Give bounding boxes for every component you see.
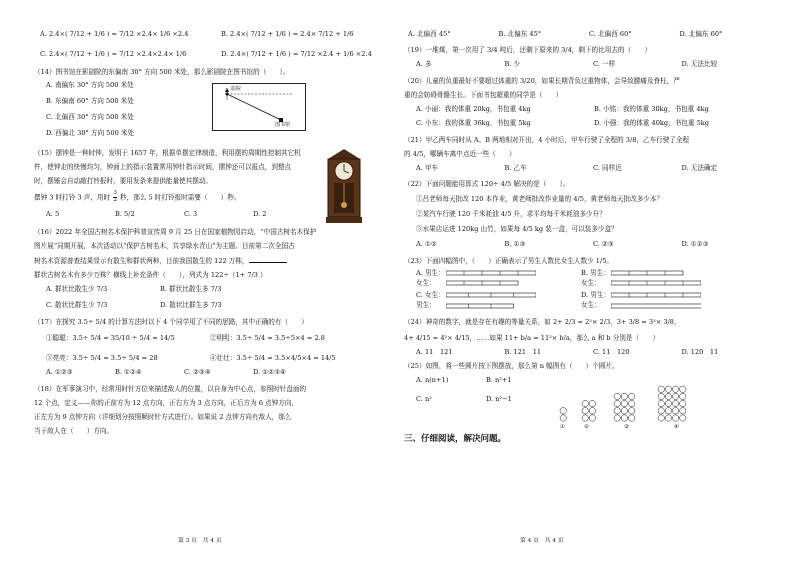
q17-item-1: ①聪聪：3.5÷ 5/4 = 35/10 ÷ 5/4 = 14/5	[46, 333, 175, 342]
q25-circle-27	[680, 408, 686, 414]
q23-stem: （23）下面四幅图中，（ ）正确表示了男生人数比女生人数少 1/5。	[404, 256, 614, 265]
q14-map-label-from: 影院	[231, 85, 242, 92]
left-column	[34, 28, 394, 440]
page-footer-right: 第 4 页 共 4 页	[520, 538, 564, 544]
q16-options	[46, 285, 266, 309]
q16-line-2: 图片展”同期开展，本次活动以“保护古树名木，共享绿水青山”为主题。目前第二次全国古	[34, 242, 295, 251]
q23-diagram-b[interactable]	[581, 269, 736, 287]
q25-circle-1	[560, 408, 566, 414]
q14-option-c[interactable]: C. 北偏西 30° 方向 500 米处	[46, 113, 134, 122]
q17-item-2: ②明明：3.5÷ 5/4 = 3.5÷5×4 = 2.8	[210, 333, 325, 342]
q19-option-c[interactable]: C. 一样	[593, 60, 616, 69]
section-3-heading: 三、仔细阅读，解决问题。	[404, 434, 507, 445]
q14-option-d[interactable]: D. 西偏北 30° 方向 500 米处	[46, 129, 135, 138]
q25-circle-34	[672, 394, 678, 400]
q15-options	[46, 210, 316, 218]
q25-circle-32	[658, 394, 664, 400]
q23-c-boy-label: 男生：	[416, 301, 436, 310]
q14-stem: （14）图书馆在影剧院的东偏南 30° 方向 500 米处，那么影剧院在图书馆的（ ）。	[34, 68, 290, 77]
q15-line-4b: 秒，那么 5 时打铃报时需要（ ）秒。	[120, 193, 241, 202]
page-footer-left: 第 3 页 共 4 页	[178, 538, 222, 544]
q23-b-girl-label: 女生：	[581, 278, 601, 287]
q23-diagram-a[interactable]	[416, 269, 571, 287]
q25-circle-39	[680, 386, 686, 392]
q16-answer-blank[interactable]	[249, 262, 287, 263]
q20-option-a[interactable]: A. 小丽：我的体重 20kg，书包重 4kg	[416, 105, 531, 114]
q25-circle-26	[672, 408, 678, 414]
q25-circle-12	[621, 408, 627, 414]
q18-line-4: 当于敌人在（ ）方向。	[34, 427, 114, 436]
q17-item-3: ③亮亮：3.5÷ 5/4 = 3.5÷ 5/4 = 28	[46, 354, 158, 363]
q22-item-3: ③水果店运进 120kg 山竹，如果每 4/5 kg 装一盒，可以装多少盒？	[416, 225, 618, 234]
q25-circle-13	[628, 408, 634, 414]
q21-option-c[interactable]: C. 同样近	[593, 164, 622, 173]
question-15	[34, 149, 394, 219]
q13-option-b[interactable]: B. 2.4×( 7/12 + 1/6 ) = 2.4× 7/12 + 1/6	[221, 30, 354, 38]
q25-fig-label-2: ②	[584, 424, 589, 431]
q25-circle-4	[582, 408, 588, 414]
pendulum-clock-image	[322, 149, 366, 225]
q15-fraction	[113, 191, 117, 204]
question-16	[34, 228, 394, 309]
q16-option-a[interactable]: A. 群状比散生少 7/3	[46, 285, 108, 294]
q15-option-a[interactable]: A. 5	[46, 210, 60, 218]
q23-d-boy-label: D. 男生：	[581, 291, 611, 300]
q25-circle-15	[621, 401, 627, 407]
q25-circle-22	[672, 415, 678, 421]
q15-option-c[interactable]: C. 3	[184, 210, 198, 218]
q15-line-2: 件，使钟走的快慢均匀，钟面上的指示装置常用钟针指示时间，摆钟还可以报点，到整点	[34, 162, 292, 171]
q14-option-a[interactable]: A. 南偏东 30° 方向 500 米处	[46, 80, 134, 89]
q25-circle-33	[665, 394, 671, 400]
q15-line-3: 时，摆锤会自动敲打铃报时，要用发条来提供能量使其摆动。	[34, 177, 213, 186]
q15-frac-num: 3	[113, 190, 117, 197]
q25-circle-5	[589, 408, 595, 414]
q25-circle-16	[628, 401, 634, 407]
q21-option-a[interactable]: A. 甲车	[416, 164, 439, 173]
q15-frac-den: 2	[113, 197, 117, 204]
q15-option-b[interactable]: B. 5/2	[115, 210, 135, 218]
q17-option-b[interactable]: B. ①②④	[115, 368, 142, 377]
q17-option-c[interactable]: C. ②③④	[184, 368, 211, 377]
q23-diagram-c[interactable]	[416, 291, 571, 309]
q14-map-label-to: 图书馆	[275, 121, 291, 128]
q19-option-d[interactable]: D. 无法比较	[681, 60, 718, 69]
q17-option-a[interactable]: A. ①②③	[46, 368, 73, 377]
q25-circle-7	[589, 401, 595, 407]
q25-circle-14	[614, 401, 620, 407]
q21-option-d[interactable]: D. 无法确定	[681, 164, 718, 173]
q25-circle-17	[614, 394, 620, 400]
q16-line-3	[34, 257, 394, 265]
q25-option-d[interactable]: D. n²−1	[486, 394, 512, 403]
q22-item-1: ①吕老师每天批改 120 本作业，黄老师批改作业量的 4/5，黄老师每天批改多少本？	[416, 194, 664, 203]
q16-option-b[interactable]: B. 群状比散生多 7/3	[160, 285, 222, 294]
q22-option-c[interactable]: C. ②③	[593, 240, 614, 249]
q25-circle-2	[582, 415, 588, 421]
q17-item-4: ④壮壮：3.5÷ 5/4 = 3.5×4/5×4 = 14/5	[210, 354, 336, 363]
q23-c-girl-label: C. 女生：	[416, 291, 445, 300]
question-20	[404, 77, 764, 128]
q18-option-c[interactable]: C. 北偏西 60°	[589, 30, 632, 38]
q17-stem: （17）在探究 3.5÷ 5/4 的计算方法时以下 4 个同学用了不同的思路，其中正确的有（ ）	[34, 317, 308, 326]
q23-d-girl-label: 女生：	[581, 301, 601, 310]
q21-option-b[interactable]: B. 乙车	[504, 164, 527, 173]
q23-a-boy-label: A. 男生：	[416, 268, 445, 277]
q20-line-2: 重的会妨碍骨骼生长。下面书包超重的同学是（ ）	[404, 90, 563, 99]
q25-circle-0	[560, 415, 566, 421]
q25-option-c[interactable]: C. n²	[416, 394, 432, 403]
question-17	[34, 318, 394, 377]
q25-options	[416, 376, 556, 402]
q25-circle-20	[658, 415, 664, 421]
q24-option-a[interactable]: A. 11 121	[416, 348, 453, 357]
q25-circle-23	[680, 415, 686, 421]
q23-b-boy-label: B. 男生：	[581, 268, 610, 277]
q24-option-d[interactable]: D. 120 11	[681, 348, 719, 357]
q16-line-3-text: 树名木资源普查结果显示有散生和群状两种，目前我国散生的 122 万株，	[34, 256, 249, 265]
q25-circle-11	[614, 408, 620, 414]
q25-circle-8	[614, 415, 620, 421]
q13-option-d[interactable]: D. 2.4×( 7/12 + 1/6 ) = 7/12 ×2.4 + 1/6 ×2.4	[221, 50, 372, 59]
q18-line-3: 正左方为 9 点钟方向（详细划分按照顺时针方式进行）。如果说 2 点钟方向有敌人，那么	[34, 413, 292, 422]
q21-options	[416, 164, 764, 172]
q19-options	[416, 60, 764, 68]
q25-circle-21	[665, 415, 671, 421]
q20-option-b[interactable]: B. 小铭：我的体重 30kg，书包重 4kg	[594, 105, 709, 114]
q25-circle-25	[665, 408, 671, 414]
question-25	[404, 362, 764, 432]
q25-circle-19	[628, 394, 634, 400]
q16-line-4: 群状古树名木有多少万株？横线上补充条件（ ），列式为 122÷（1+ 7/3 ）	[34, 270, 267, 279]
q19-stem: （19）一堆煤，第一次用了 3/4 吨后，还剩下原来的 3/4，剩下的比用去的（ ）	[404, 46, 651, 55]
q17-option-d[interactable]: D. ①②③④	[253, 368, 286, 377]
q22-item-2: ②某汽车行驶 120 千米耗油 4/5 升，求平均每千米耗油多少升？	[416, 209, 606, 218]
q20-option-d[interactable]: D. 小强：我的体重 40kg，书包重 5kg	[594, 119, 709, 128]
q25-circle-9	[621, 415, 627, 421]
q14-map-figure	[212, 83, 306, 131]
question-19	[404, 46, 764, 68]
q23-a-girl-label: 女生：	[416, 278, 436, 287]
q19-option-b[interactable]: B. 少	[504, 60, 521, 69]
q25-option-a[interactable]: A. n(n+1)	[416, 376, 449, 385]
question-14	[34, 68, 394, 144]
q25-circle-18	[621, 394, 627, 400]
q15-option-d[interactable]: D. 2	[253, 210, 267, 218]
q25-circle-28	[658, 401, 664, 407]
q25-circle-31	[680, 401, 686, 407]
q13-options	[40, 30, 394, 58]
q25-circle-37	[665, 386, 671, 392]
q23-bar-diagrams	[416, 269, 736, 310]
q25-fig-label-4: ④	[674, 424, 679, 431]
q25-circle-6	[582, 401, 588, 407]
question-22	[404, 180, 764, 248]
q20-options	[416, 105, 764, 127]
q22-option-a[interactable]: A. ①②	[416, 240, 437, 249]
question-24	[404, 318, 764, 357]
q25-circle-35	[680, 394, 686, 400]
q19-option-a[interactable]: A. 多	[416, 60, 432, 69]
q22-options	[416, 240, 764, 248]
q18-option-d[interactable]: D. 北偏东 60°	[679, 30, 723, 38]
q25-circle-30	[672, 401, 678, 407]
q25-circle-29	[665, 401, 671, 407]
right-column	[404, 28, 764, 445]
q17-options	[46, 368, 316, 376]
q20-line-1: （20）儿童的负重最好不要超过体重的 3/20，如果长期背负过重物体，会导致腰痛及脊柱，严	[404, 76, 680, 85]
q22-option-b[interactable]: B. ①③	[504, 240, 526, 249]
q16-option-d[interactable]: D. 散状比群生多 7/3	[160, 301, 222, 310]
q16-line-1: （16）2022 年全国古树名木保护科普宣传周 9 月 25 日在国家植物园启动，“中国古树名木保护	[34, 228, 317, 237]
q25-fig-label-3: ③	[624, 424, 629, 431]
q25-option-b[interactable]: B. n²+1	[486, 376, 512, 385]
q25-circle-38	[672, 386, 678, 392]
q13-option-c[interactable]: C. 2.4×( 7/12 + 1/6 ) = 7/12 ×2.4×2.4× 1/6	[40, 50, 187, 59]
question-21	[404, 136, 764, 173]
q25-circle-36	[658, 386, 664, 392]
q15-line-4a: 摆钟 3 时打铃 3 声，用时	[34, 193, 111, 202]
q24-option-c[interactable]: C. 11 120	[593, 348, 630, 357]
q18-line-1: （18）在军事演习中，经常用时针方位来描述敌人的位置，以自身为中心点，参照时针盘面的	[34, 384, 307, 393]
q25-circle-24	[658, 408, 664, 414]
q18-options	[408, 30, 764, 38]
q24-line-2: 4+ 4/15 = 4²× 4/15，……如果 11+ b/a = 11²× b/a，那么 a 和 b 分别是（ ）	[404, 333, 659, 342]
q24-line-1: （24）神奇的数字，就是存在有趣的等量关系，如 2+ 2/3 = 2²× 2/3，3+ 3/8 = 3²× 3/8，	[404, 317, 681, 326]
q25-circle-figures	[554, 374, 714, 432]
q24-option-b[interactable]: B. 121 11	[504, 348, 542, 357]
question-18	[34, 385, 394, 436]
q18-option-a[interactable]: A. 北偏西 45°	[408, 30, 451, 38]
q25-circle-10	[628, 415, 634, 421]
q18-line-2: 12 个点，定义——你的正前方为 12 点方向，正右方为 3 点方向，正后方为 6 点钟方向，	[34, 398, 299, 407]
q14-option-b[interactable]: B. 东偏南 60° 方向 500 米处	[46, 96, 134, 105]
q23-diagram-d[interactable]	[581, 291, 736, 309]
q13-option-a[interactable]: A. 2.4×( 7/12 + 1/6 ) = 7/12 ×2.4× 1/6 ×2.4	[40, 30, 189, 38]
q20-option-c[interactable]: C. 小东：我的体重 36kg，书包重 5kg	[416, 119, 531, 128]
q18-option-b[interactable]: B. 北偏东 45°	[498, 30, 542, 38]
q21-line-1: （21）甲乙两车同时从 A、B 两地相对开出，4 小时后，甲车行驶了全程的 3/8，乙车行驶了全程	[404, 135, 690, 144]
q25-circle-3	[589, 415, 595, 421]
q24-options	[416, 348, 764, 356]
q25-fig-label-1: ①	[560, 424, 565, 431]
q17-items	[46, 334, 366, 362]
q25-stem: （25）如图，将一些圆片按下图摆放，那么第 n 幅图有（ ）个圆片。	[404, 362, 619, 371]
q22-stem: （22）下面问题能用算式 120÷ 4/5 解决的是（ ）。	[404, 180, 570, 189]
question-23	[404, 257, 764, 310]
q22-option-d[interactable]: D. ①②③	[681, 240, 709, 249]
q15-line-1: （15）摆钟是一种时钟，发明于 1657 年，根据单摆定律制造，利用摆的周期性控制其它机	[34, 148, 301, 157]
q21-line-2: 的 4/5，哪辆车离中点近一些（ ）	[404, 149, 516, 158]
q16-option-c[interactable]: C. 散状比群生少 7/3	[46, 301, 108, 310]
